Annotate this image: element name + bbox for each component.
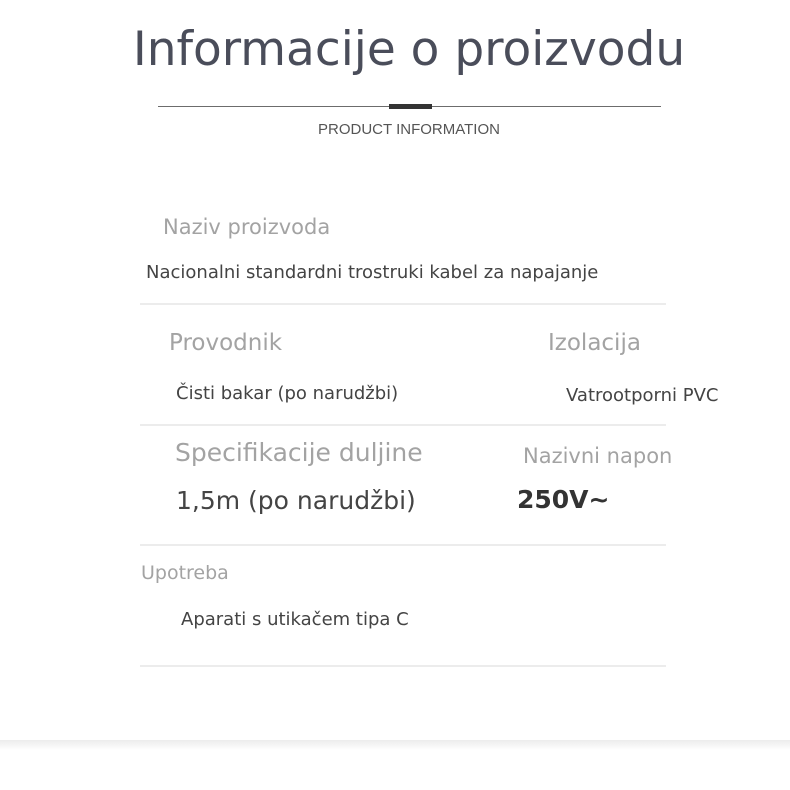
row-divider xyxy=(140,303,666,305)
length-label: Specifikacije duljine xyxy=(175,438,423,467)
usage-label: Upotreba xyxy=(141,562,229,584)
row-divider xyxy=(140,424,666,426)
usage-value: Aparati s utikačem tipa C xyxy=(181,609,409,630)
row-divider xyxy=(140,665,666,667)
conductor-value: Čisti bakar (po narudžbi) xyxy=(176,383,399,404)
voltage-value: 250V~ xyxy=(517,485,610,514)
insulation-label: Izolacija xyxy=(548,330,641,356)
product-name-value: Nacionalni standardni trostruki kabel za napajanje xyxy=(146,262,599,283)
product-name-label: Naziv proizvoda xyxy=(163,215,331,239)
title-divider-accent xyxy=(389,104,432,109)
length-value: 1,5m (po narudžbi) xyxy=(176,486,416,515)
conductor-label: Provodnik xyxy=(169,330,283,356)
row-divider xyxy=(140,544,666,546)
section-bottom-shadow xyxy=(0,740,790,750)
voltage-label: Nazivni napon xyxy=(523,444,673,468)
page-subtitle: PRODUCT INFORMATION xyxy=(318,121,500,138)
page-title: Informacije o proizvodu xyxy=(132,22,686,77)
insulation-value: Vatrootporni PVC xyxy=(566,385,719,406)
